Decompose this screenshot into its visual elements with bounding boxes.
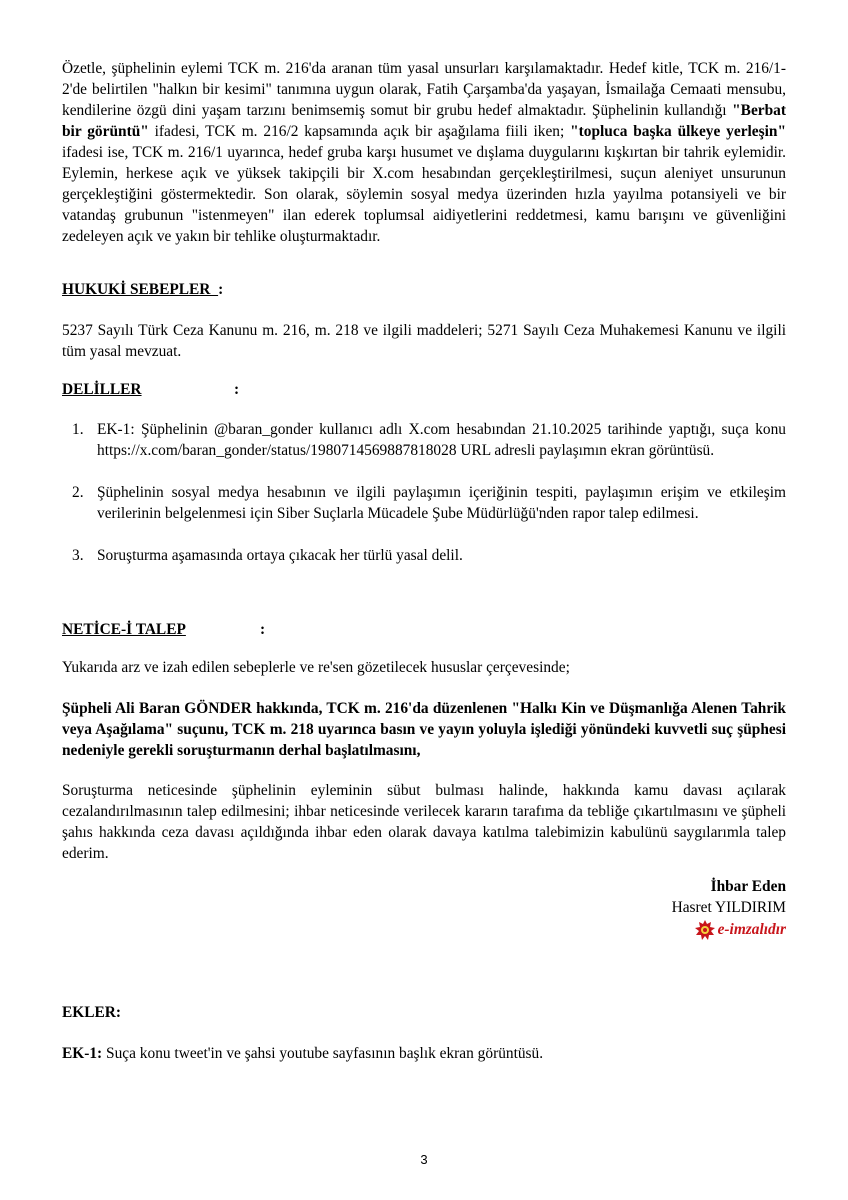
summary-text-2: ifadesi, TCK m. 216/2 kapsamında açık bir aşağılama fiili iken;	[148, 123, 571, 140]
request-intro: Yukarıda arz ve izah edilen sebeplerle ve re'sen gözetilecek hususlar çerçevesinde;	[62, 659, 570, 676]
evidence-heading: DELİLLER :	[62, 381, 240, 398]
e-signature-text: e-imzalıdır	[717, 921, 786, 938]
quote-bad-view: "Berbat bir görüntü"	[62, 102, 786, 140]
attachment-item	[62, 1043, 786, 1064]
seal-icon	[695, 920, 715, 940]
summary-text-1: Özetle, şüphelinin eylemi TCK m. 216'da aranan tüm yasal unsurları karşılamaktadır. Hedef kitle, TCK m. 216/1-2'de belirtilen "halkın bir kesimi" tanımına uygun olarak, Fatih Çarşamba'da yaşayan, İsmailağa Cemaati mensubu, kendilerine özgü dini yaşam tarzını benimsemiş somut bir grubu hedef almaktadır. Şüphelinin kullandığı	[62, 60, 786, 119]
evidence-item: 2. Şüphelinin sosyal medya hesabının ve ilgili paylaşımın içeriğinin tespiti, paylaşımın erişim ve etkileşim verilerinin belgelenmesi için Siber Suçlarla Mücadele Şube Müdürlüğü'nden rapor talep edilmesi.	[72, 484, 786, 522]
signature-block	[672, 876, 786, 918]
request-main-demand: Şüpheli Ali Baran GÖNDER hakkında, TCK m. 216'da düzenlenen "Halkı Kin ve Düşmanlığa Alenen Tahrik veya Aşağılama" suçunu, TCK m. 218 uyarınca basın ve yayın yoluyla işlediği yönündeki kuvvetli suç şüphesi nedeniyle gerekli soruşturmanın derhal başlatılmasını,	[62, 700, 786, 759]
summary-text-3: ifadesi ise, TCK m. 216/1 uyarınca, hedef gruba karşı husumet ve dışlama duygularını kışkırtan bir tahrik eylemidir. Eylemin, herkese açık ve yüksek takipçili bir X.com hesabından gerçekleştirilmesi, suçun aleniyet unsurunun gerçekleştiğini göstermektedir. Son olarak, söylemin sosyal medya üzerinden hızla yayılma potansiyeli ve bir vatandaş grubunun "istenmeyen" ilan ederek toplumsal aidiyetlerini reddetmesi, kamu barışını ve güvenliğini zedeleyen açık ve yakın bir tehlike oluşturmaktadır.	[62, 144, 786, 245]
attachments-heading: EKLER:	[62, 1004, 122, 1021]
evidence-item: 3. Soruşturma aşamasında ortaya çıkacak her türlü yasal delil.	[72, 547, 463, 564]
request-heading: NETİCE-İ TALEP :	[62, 621, 266, 638]
attachment-text: Suça konu tweet'in ve şahsi youtube sayfasının başlık ekran görüntüsü.	[102, 1045, 544, 1062]
legal-grounds-text: 5237 Sayılı Türk Ceza Kanunu m. 216, m. 218 ve ilgili maddeleri; 5271 Sayılı Ceza Muhakemesi Kanunu ve ilgili tüm yasal mevzuat.	[62, 322, 786, 360]
evidence-list	[62, 419, 786, 566]
e-signature-badge	[695, 920, 786, 940]
evidence-item: 1. EK-1: Şüphelinin @baran_gonder kullanıcı adlı X.com hesabından 21.10.2025 tarihinde yaptığı, suça konu https://x.com/baran_gonder/status/1980714569887818028 URL adresli paylaşımın ekran görüntüsü.	[72, 421, 786, 459]
page-number: 3	[420, 1152, 428, 1167]
attachment-label: EK-1:	[62, 1045, 103, 1062]
request-colon: :	[260, 621, 266, 638]
summary-paragraph	[62, 58, 786, 247]
quote-settle-abroad: "topluca başka ülkeye yerleşin"	[570, 123, 787, 140]
request-closing: Soruşturma neticesinde şüphelinin eyleminin sübut bulması halinde, hakkında kamu davası açılarak cezalandırılmasının talep edilmesini; ihbar neticesinde verilecek kararın tarafıma da tebliğe çıkartılmasını ve şüpheli şahıs hakkında ceza davası açıldığında ihbar eden olarak davaya katılma talebimizin kabulünü saygılarımla talep ederim.	[62, 782, 786, 862]
signer-name: Hasret YILDIRIM	[671, 899, 786, 916]
signer-role: İhbar Eden	[710, 878, 786, 895]
evidence-colon: :	[234, 381, 240, 398]
legal-grounds-colon: :	[218, 281, 224, 298]
legal-grounds-heading: HUKUKİ SEBEPLER :	[62, 281, 224, 298]
